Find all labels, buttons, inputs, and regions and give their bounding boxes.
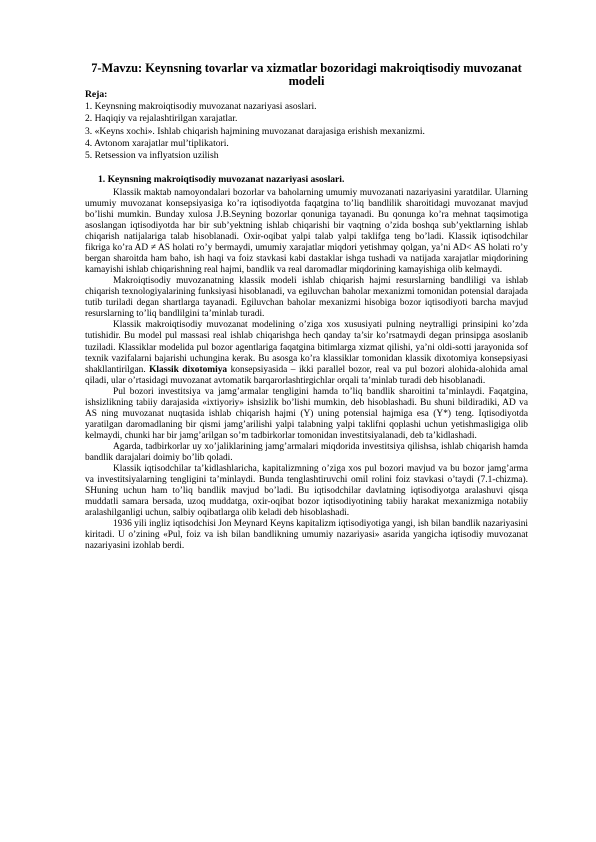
- plan-item: 2. Haqiqiy va rejalashtirilgan xarajatlar.: [85, 113, 238, 125]
- paragraph-text: konsepsiyasida – ikki parallel bozor, real va pul bozori alohida-alohida amal qiladi, ular o’rtasidagi muvozanat avtomatik barqarorlashtirgichlar orqali ta’minlab turadi deb hisoblanadi.: [85, 364, 529, 386]
- plan-item: 5. Retsession va inflyatsion uzilish: [85, 150, 219, 162]
- paragraph: Makroiqtisodiy muvozanatning klassik modeli ishlab chiqarish hajmi resurslarning bandliligi va ishlab chiqarish texnologiyalarining funksiyasi hisoblanadi, va egiluvchan baholar mexanizmi tomonidan potensial darajada tutib turiladi degan shartlarga tayanadi. Egiluvchan baholar mexanizmi hisobiga bozor iqtisodiyoti barcha mavjud resurslarning to’liq bandlilgini ta’minlab turadi.: [85, 276, 528, 320]
- paragraph-text: Klassik makroiqtisodiy muvozanat modelining o’ziga xos xususiyati pulning neytralligi prinsipini ko’zda tutishidir. Bu model pul massasi real ishlab chiqarishga hech qanday ta’sir ko’rsatmaydi degan prinsipga asoslanib tuziladi. Klassiklar modelida pul bozor agentlariga faqatgina bitimlarga xizmat qilishi, ya’ni oldi-sotti jarayonida sof texnik vazifalarni bajarishi uchungina kerak. Bu asosga ko’ra klassiklar tomonidan klassik dixotomiya konsepsiyasi shakllantirilgan.: [85, 320, 528, 375]
- paragraph: Klassik maktab namoyondalari bozorlar va baholarning umumiy muvozanati nazariyasini yaratdilar. Ularning umumiy muvozanat konsepsiyasiga ko’ra iqtisodiyotda faqatgina to’liq bandlilik sharoitidagi muvozanat mavjud bo’lishi mumkin. Bunday xulosa J.B.Seyning bozorlar qonuniga tayanadi. Bu qonunga ko’ra mehnat taqsimotiga asoslangan iqtisodiyotda har bir sub’yektning ishlab chiqarishi bir vaqtning o’zida boshqa sub’yektlarning ishlab chiqarish natijalariga talab hisoblanadi. Oxir-oqibat yalpi talab yalpi taklifga teng bo’ladi. Klassik iqtisodchilar fikriga ko’ra AD ≠ AS holati ro’y bermaydi, umumiy xarajatlar miqdori yetishmay qolgan, ya’ni AD< AS holati ro’y bergan sharoitda ham baho, ish haqi va foiz stavkasi kabi dastaklar ishga tushadi va natijada xarajatlar miqdorining kamayishi ishlab chiqarishning real hajmi, bandlik va real daromadlar miqdorining kamayishiga olib kelmaydi.: [85, 187, 528, 276]
- section-body: [85, 188, 528, 553]
- document-page: [85, 62, 528, 552]
- plan-item: 1. Keynsning makroiqtisodiy muvozanat nazariyasi asoslari.: [85, 100, 317, 112]
- bold-term: Klassik dixotomiya: [149, 364, 228, 375]
- plan-list: [85, 101, 528, 163]
- paragraph: 1936 yili ingliz iqtisodchisi Jon Meynard Keyns kapitalizm iqtisodiyotiga yangi, ish bilan bandlik nazariyasini kiritadi. U o’zining «Pul, foiz va ish bilan bandlikning umumiy nazariyasi» asarida yangicha iqtisodiy muvozanat nazariyasini izohlab berdi.: [85, 519, 528, 552]
- plan-item: 3. «Keyns xochi». Ishlab chiqarish hajmining muvozanat darajasiga erishish mexanizmi.: [85, 125, 425, 137]
- plan-item: 4. Avtonom xarajatlar mul’tiplikatori.: [85, 138, 229, 150]
- section-heading: 1. Keynsning makroiqtisodiy muvozanat nazariyasi asoslari.: [98, 173, 345, 185]
- paragraph: [85, 320, 528, 386]
- document-title: 7-Mavzu: Keynsning tovarlar va xizmatlar bozoridagi makroiqtisodiy muvozanat modeli: [91, 61, 522, 89]
- paragraph: Pul bozori investitsiya va jamg’armalar tengligini hamda to’liq bandlik sharoitini ta’minlaydi. Faqatgina, ishsizlikning tabiiy darajasida «ixtiyoriy» ishsizlik bo’lishi mumkin, deb hisoblashadi. Bu shuni bildiradiki, AD va AS ning muvozanat nuqtasida ishlab chiqarish hajmi (Y) uning potensial hajmiga esa (Y*) teng. Iqtisodiyotda yaratilgan daromadlaning bir qismi jamg’arilishi yalpi talabning yalpi taklifni qoplashi uchun yetishmasligiga olib kelmaydi, chunki har bir jamg’arilgan so’m tadbirkorlar tomonidan investitsiyalanadi, deb ta’kidlashadi.: [85, 386, 528, 441]
- paragraph: Agarda, tadbirkorlar uy xo’jaliklarining jamg’armalari miqdorida investitsiya qilishsa, ishlab chiqarish hamda bandlik darajalari doimiy bo’lib qoladi.: [85, 441, 528, 463]
- plan-label: Reja:: [85, 89, 108, 101]
- paragraph: Klassik iqtisodchilar ta’kidlashlaricha, kapitalizmning o’ziga xos pul bozori mavjud va bu bozor jamg’arma va investitsiyalarning tengligini ta’minlaydi. Bunda tenglashtiruvchi omil rolini foiz stavkasi o’taydi (7.1-chizma). SHuning uchun ham to’liq bandlik mavjud bo’ladi. Bu iqtisodchilar davlatning iqtisodiyotga aralashuvi qisqa muddatli samara bersada, uzoq muddatga, oxir-oqibat bozor iqtisodiyotining tabiiy harakat mexanizmiga notabiiy aralashilganligi uchun, salbiy oqibatlarga olib keladi deb hisoblashadi.: [85, 464, 528, 519]
